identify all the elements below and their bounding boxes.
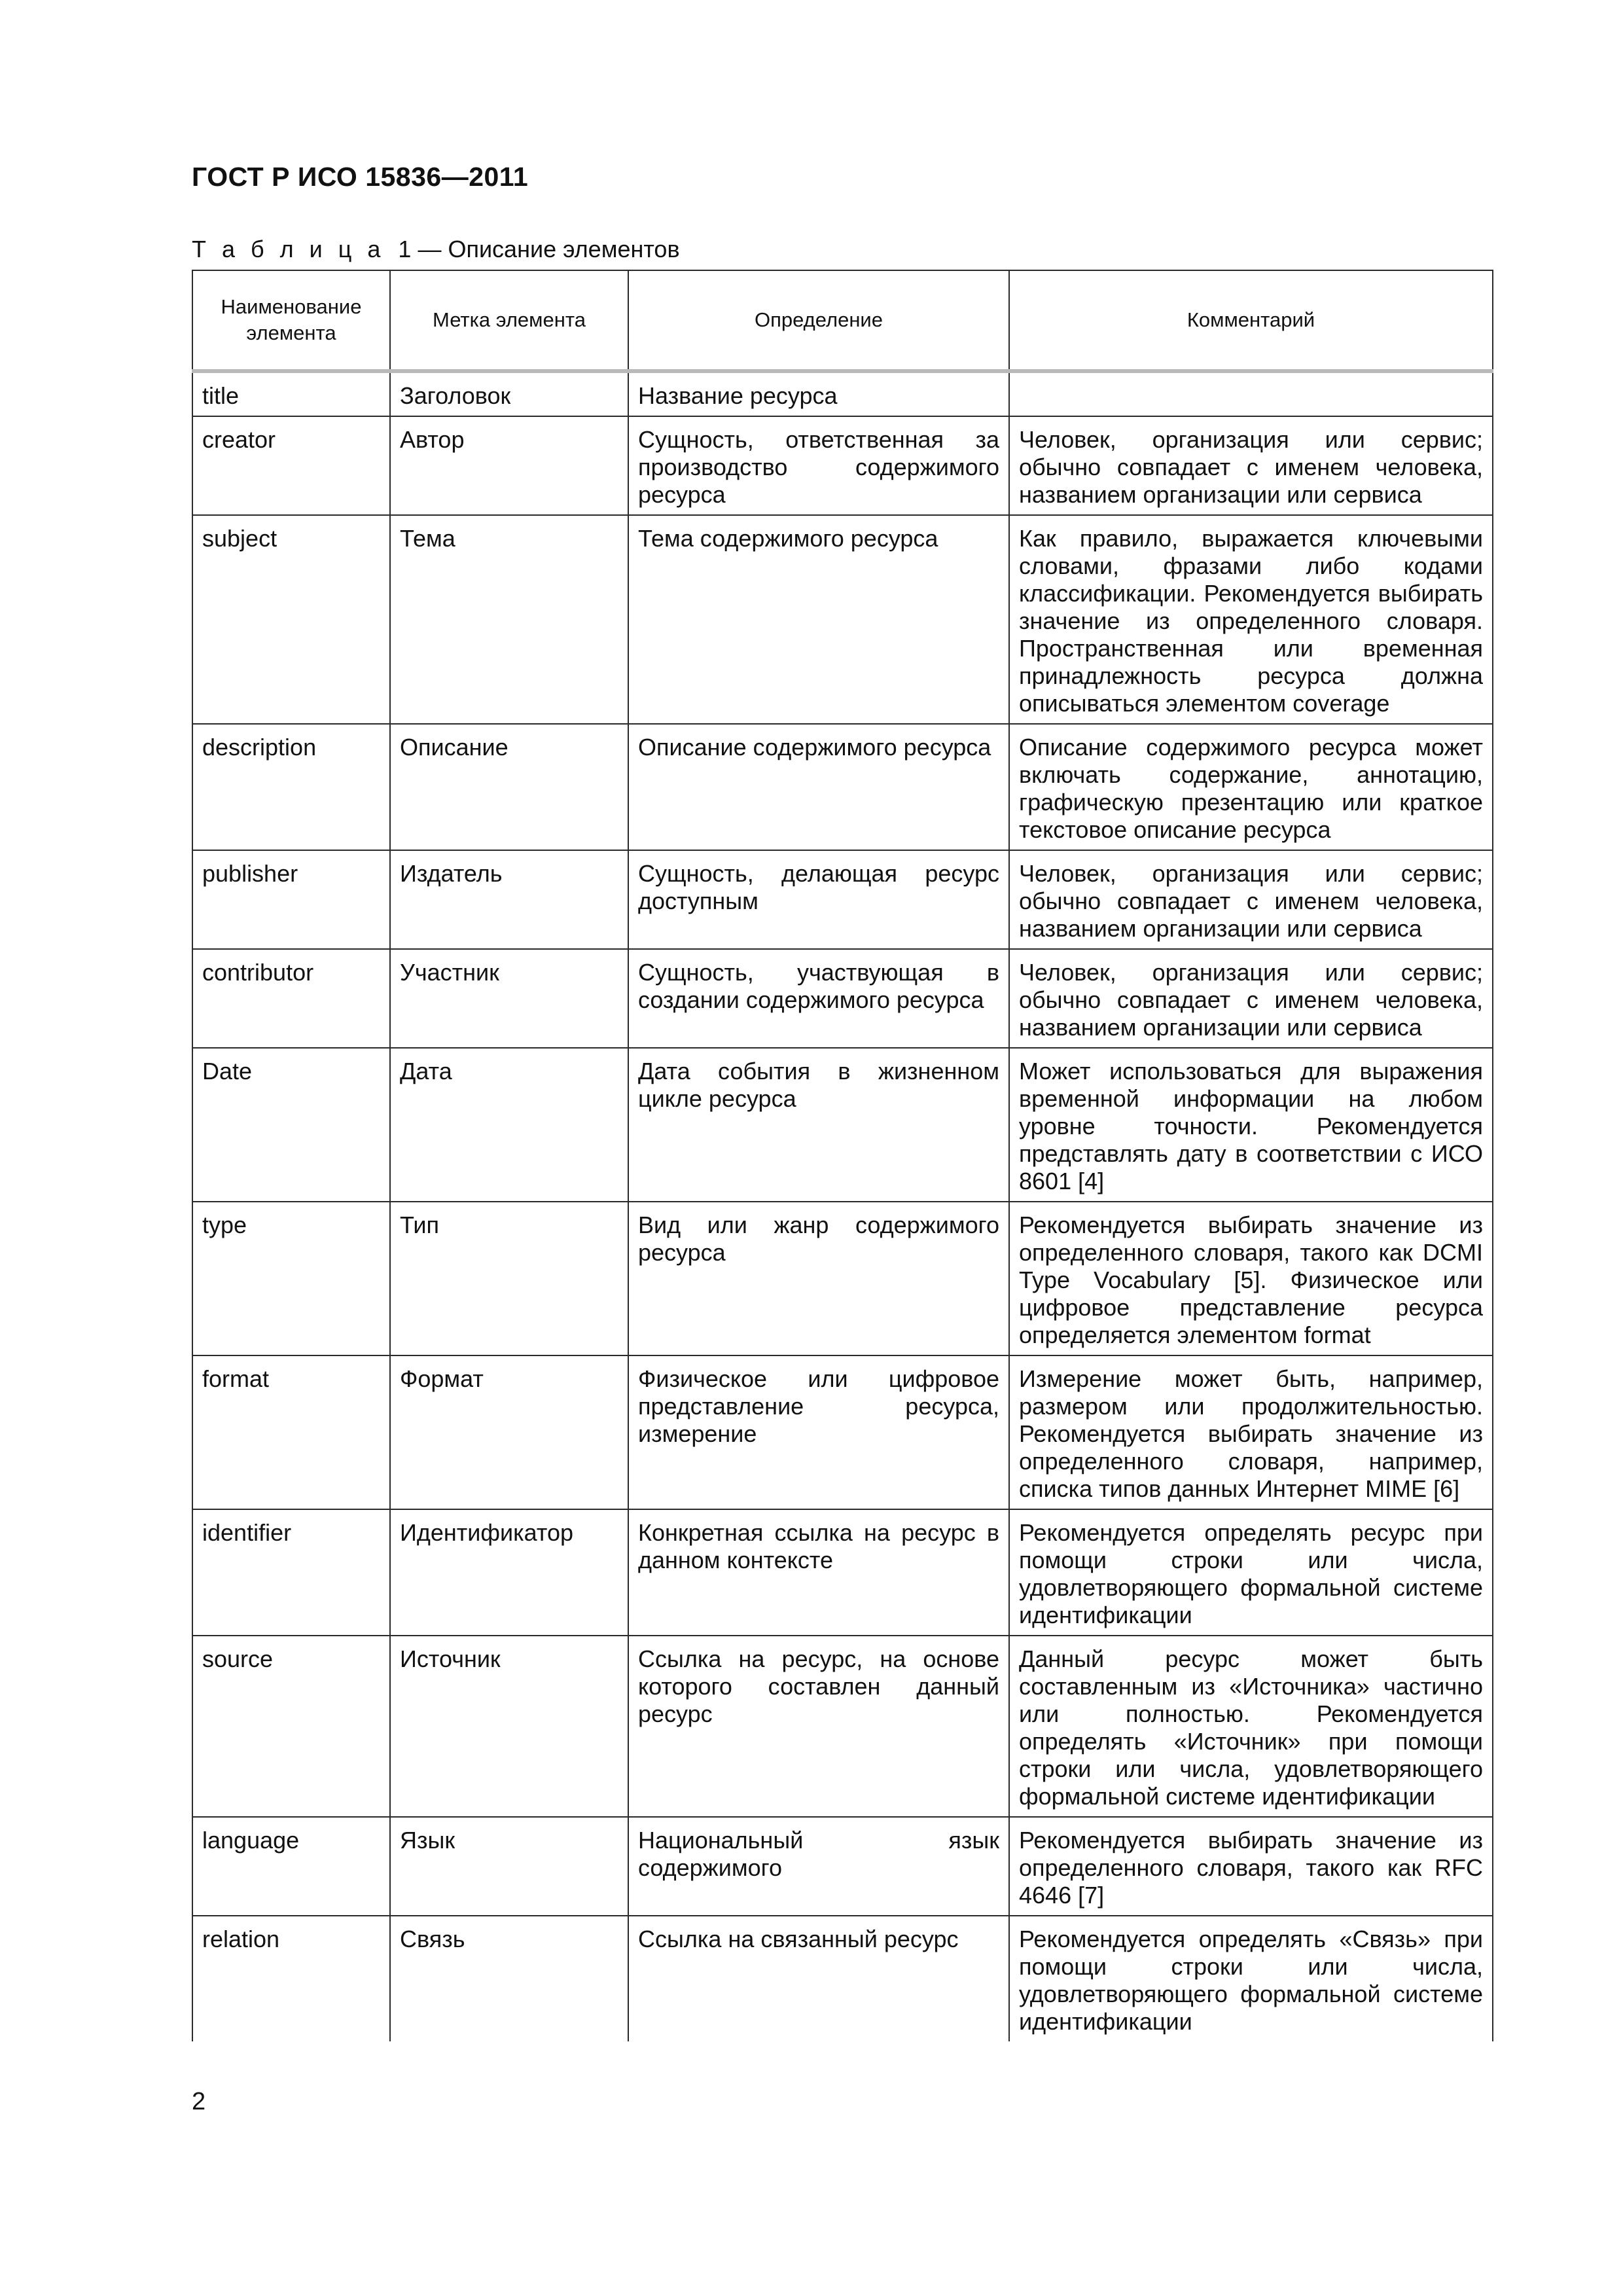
cell-definition: Ссылка на ресурс, на основе которого составлен данный ресурс [628,1636,1009,1817]
cell-definition: Национальный язык содержимого [628,1817,1009,1916]
table-row [192,1817,1493,1916]
standard-header: ГОСТ Р ИСО 15836—2011 [192,162,529,192]
caption-text: 1 — Описание элементов [398,236,680,262]
cell-element-name: type [192,1202,390,1355]
cell-comment: Рекомендуется определять «Связь» при помощи строки или числа, удовлетворяющего формальной системе идентификации [1009,1916,1493,2041]
cell-comment: Измерение может быть, например, размером или продолжительностью. Рекомендуется выбирать значение из определенного словаря, например, списка типов данных Интернет MIME [6] [1009,1355,1493,1509]
table-row [192,724,1493,850]
cell-definition: Ссылка на связанный ресурс [628,1916,1009,2041]
cell-comment: Рекомендуется выбирать значение из определенного словаря, такого как RFC 4646 [7] [1009,1817,1493,1916]
cell-element-label: Тип [390,1202,628,1355]
table-header-row [192,270,1493,371]
cell-definition: Физическое или цифровое представление ресурса, измерение [628,1355,1009,1509]
cell-element-label: Формат [390,1355,628,1509]
cell-element-label: Дата [390,1048,628,1202]
table-row [192,949,1493,1048]
cell-element-name: identifier [192,1509,390,1636]
cell-element-name: language [192,1817,390,1916]
cell-element-label: Заголовок [390,371,628,416]
cell-element-label: Автор [390,416,628,515]
table-caption [192,236,680,263]
table-row [192,515,1493,724]
table-row [192,850,1493,949]
column-header-definition: Определение [628,270,1009,371]
cell-definition: Вид или жанр содержимого ресурса [628,1202,1009,1355]
column-header-name: Наименование элемента [192,270,390,371]
page-number: 2 [192,2088,206,2115]
cell-definition: Тема содержимого ресурса [628,515,1009,724]
cell-comment [1009,371,1493,416]
cell-element-name: description [192,724,390,850]
table-row [192,1048,1493,1202]
cell-comment: Человек, организация или сервис; обычно совпадает с именем человека, названием организации или сервиса [1009,416,1493,515]
cell-definition: Сущность, ответственная за производство содержимого ресурса [628,416,1009,515]
cell-comment: Как правило, выражается ключевыми словами, фразами либо кодами классификации. Рекомендуется выбирать значение из определенного словаря. Пространственная или временная принадлежность ресурса должна описываться элементом coverage [1009,515,1493,724]
cell-element-label: Связь [390,1916,628,2041]
cell-element-name: format [192,1355,390,1509]
cell-element-name: publisher [192,850,390,949]
table-row [192,1509,1493,1636]
cell-element-name: title [192,371,390,416]
cell-element-name: Date [192,1048,390,1202]
cell-comment: Рекомендуется определять ресурс при помощи строки или числа, удовлетворяющего формальной системе идентификации [1009,1509,1493,1636]
table-row [192,1355,1493,1509]
caption-prefix: Т а б л и ц а [192,236,385,262]
cell-element-label: Язык [390,1817,628,1916]
cell-comment: Рекомендуется выбирать значение из определенного словаря, такого как DCMI Type Vocabulary [5]. Физическое или цифровое представление ресурса определяется элементом format [1009,1202,1493,1355]
cell-element-name: subject [192,515,390,724]
cell-element-label: Источник [390,1636,628,1817]
column-header-label: Метка элемента [390,270,628,371]
column-header-comment: Комментарий [1009,270,1493,371]
table-row [192,371,1493,416]
table-row [192,1916,1493,2041]
table-row [192,416,1493,515]
cell-comment: Человек, организация или сервис; обычно совпадает с именем человека, названием организации или сервиса [1009,949,1493,1048]
cell-element-label: Описание [390,724,628,850]
cell-element-label: Идентификатор [390,1509,628,1636]
cell-definition: Название ресурса [628,371,1009,416]
cell-comment: Человек, организация или сервис; обычно совпадает с именем человека, названием организации или сервиса [1009,850,1493,949]
cell-element-name: source [192,1636,390,1817]
cell-element-name: contributor [192,949,390,1048]
cell-element-name: relation [192,1916,390,2041]
cell-element-label: Тема [390,515,628,724]
cell-comment: Может использоваться для выражения временной информации на любом уровне точности. Рекомендуется представлять дату в соответствии с ИСО 8601 [4] [1009,1048,1493,1202]
cell-definition: Сущность, участвующая в создании содержимого ресурса [628,949,1009,1048]
table-row [192,1636,1493,1817]
cell-definition: Конкретная ссылка на ресурс в данном контексте [628,1509,1009,1636]
cell-comment: Данный ресурс может быть составленным из «Источника» частично или полностью. Рекомендуется определять «Источник» при помощи строки или числа, удовлетворяющего формальной системе идентификации [1009,1636,1493,1817]
cell-element-label: Издатель [390,850,628,949]
cell-definition: Описание содержимого ресурса [628,724,1009,850]
cell-element-name: creator [192,416,390,515]
cell-element-label: Участник [390,949,628,1048]
table-row [192,1202,1493,1355]
cell-definition: Дата события в жизненном цикле ресурса [628,1048,1009,1202]
elements-table [192,270,1493,2041]
cell-definition: Сущность, делающая ресурс доступным [628,850,1009,949]
cell-comment: Описание содержимого ресурса может включать содержание, аннотацию, графическую презентацию или краткое текстовое описание ресурса [1009,724,1493,850]
